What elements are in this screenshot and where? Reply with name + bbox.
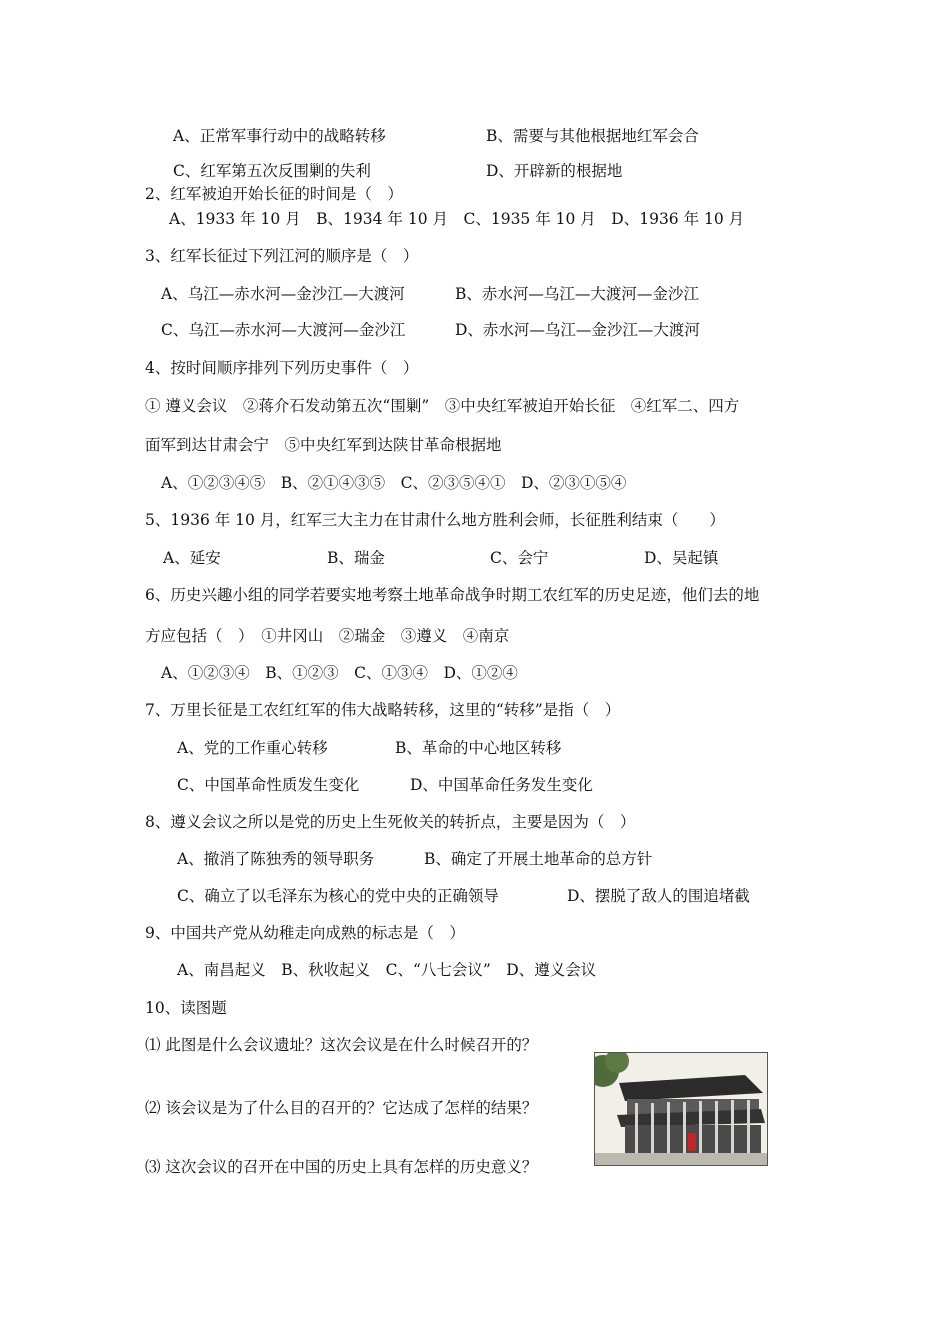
photo-door [688, 1133, 696, 1151]
q3-option-c: C、乌江—赤水河—大渡河—金沙江 [161, 321, 406, 339]
q6-stem-line1: 6、历史兴趣小组的同学若要实地考察土地革命战争时期工农红军的历史足迹，他们去的地 [145, 586, 760, 604]
q7-option-d: D、中国革命任务发生变化 [410, 776, 593, 794]
q10-sub1: ⑴ 此图是什么会议遗址？这次会议是在什么时候召开的？ [145, 1036, 538, 1054]
q3-option-a: A、乌江—赤水河—金沙江—大渡河 [161, 285, 405, 303]
q1-option-b: B、需要与其他根据地红军会合 [486, 127, 699, 145]
q8-option-b: B、确定了开展土地革命的总方针 [424, 850, 653, 868]
q6-stem-line2: 方应包括（ ） ①井冈山 ②瑞金 ③遵义 ④南京 [145, 627, 510, 645]
q8-stem: 8、遵义会议之所以是党的历史上生死攸关的转折点，主要是因为（ ） [145, 813, 636, 831]
q3-option-d: D、赤水河—乌江—金沙江—大渡河 [455, 321, 700, 339]
photo-ground [595, 1153, 767, 1165]
q5-option-c: C、会宁 [490, 549, 549, 567]
q9-options: A、南昌起义 B、秋收起义 C、“八七会议” D、遵义会议 [177, 961, 597, 979]
q3-option-b: B、赤水河—乌江—大渡河—金沙江 [455, 285, 699, 303]
q10-sub3: ⑶ 这次会议的召开在中国的历史上具有怎样的历史意义？ [145, 1158, 538, 1176]
building-photo-icon [595, 1053, 767, 1165]
q4-events-line2: 面军到达甘肃会宁 ⑤中央红军到达陕甘革命根据地 [145, 436, 502, 454]
q5-stem: 5、1936 年 10 月，红军三大主力在甘肃什么地方胜利会师，长征胜利结束（ ） [145, 511, 725, 529]
q5-option-d: D、吴起镇 [644, 549, 719, 567]
q5-option-a: A、延安 [163, 549, 221, 567]
q4-events-line1: ① 遵义会议 ②蒋介石发动第五次“围剿” ③中央红军被迫开始长征 ④红军二、四方 [145, 397, 740, 415]
q2-options: A、1933 年 10 月 B、1934 年 10 月 C、1935 年 10 月 D、1936 年 10 月 [169, 210, 745, 228]
q5-option-b: B、瑞金 [327, 549, 385, 567]
q7-option-a: A、党的工作重心转移 [177, 739, 328, 757]
q7-option-c: C、中国革命性质发生变化 [177, 776, 360, 794]
q8-option-c: C、确立了以毛泽东为核心的党中央的正确领导 [177, 887, 499, 905]
q1-option-a: A、正常军事行动中的战略转移 [173, 127, 386, 145]
q1-option-c: C、红军第五次反围剿的失利 [173, 162, 371, 180]
q2-stem: 2、红军被迫开始长征的时间是（ ） [145, 185, 403, 203]
q4-stem: 4、按时间顺序排列下列历史事件（ ） [145, 359, 419, 377]
q4-options: A、①②③④⑤ B、②①④③⑤ C、②③⑤④① D、②③①⑤④ [161, 474, 627, 492]
q7-stem: 7、万里长征是工农红红军的伟大战略转移，这里的“转移”是指（ ） [145, 701, 621, 719]
q10-title: 10、读图题 [145, 999, 227, 1017]
q10-sub2: ⑵ 该会议是为了什么目的召开的？它达成了怎样的结果？ [145, 1099, 538, 1117]
q6-options: A、①②③④ B、①②③ C、①③④ D、①②④ [161, 664, 518, 682]
q1-option-d: D、开辟新的根据地 [486, 162, 623, 180]
q8-option-a: A、撤消了陈独秀的领导职务 [177, 850, 375, 868]
zunyi-meeting-site-photo [594, 1052, 768, 1166]
q7-option-b: B、革命的中心地区转移 [395, 739, 562, 757]
q3-stem: 3、红军长征过下列江河的顺序是（ ） [145, 247, 419, 265]
q8-option-d: D、摆脱了敌人的围追堵截 [567, 887, 750, 905]
q9-stem: 9、中国共产党从幼稚走向成熟的标志是（ ） [145, 924, 465, 942]
